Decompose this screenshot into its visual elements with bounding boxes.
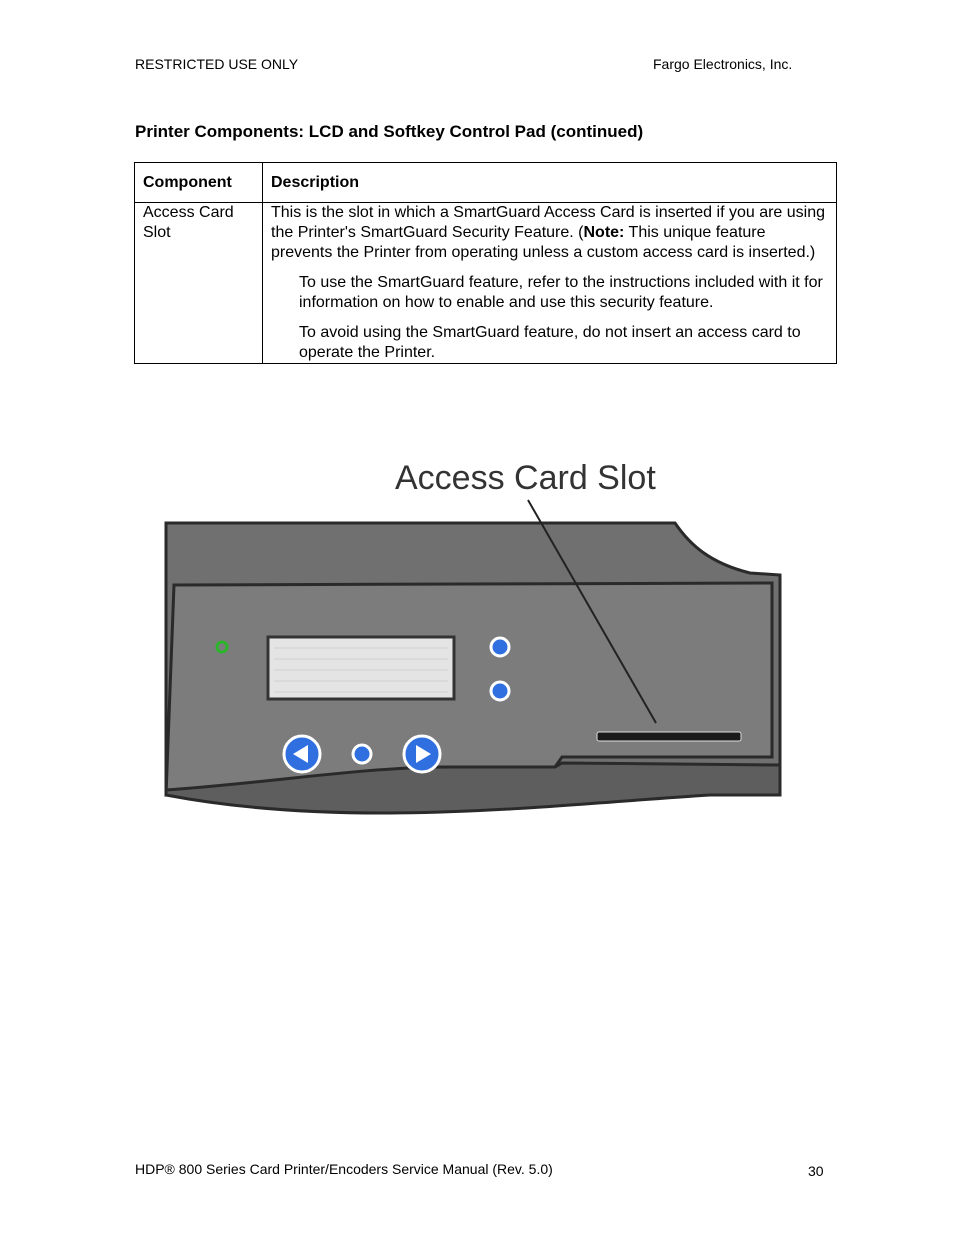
control-pad-figure <box>150 445 800 845</box>
callout-label: Access Card Slot <box>395 459 656 497</box>
select-button[interactable] <box>353 745 371 763</box>
section-title: Printer Components: LCD and Softkey Control Pad (continued) <box>135 122 644 141</box>
description-cell <box>263 203 837 364</box>
header-restricted: RESTRICTED USE ONLY <box>135 56 299 72</box>
components-table <box>134 162 837 364</box>
page-number: 30 <box>808 1163 824 1179</box>
column-header-component: Component <box>135 163 263 203</box>
description-text <box>271 203 828 263</box>
column-header-description: Description <box>263 163 837 203</box>
note-label: Note: <box>583 224 625 241</box>
footer-manual-title: HDP® 800 Series Card Printer/Encoders Service Manual (Rev. 5.0) <box>135 1161 553 1177</box>
description-part-1: This is the slot in which a SmartGuard Access Card is inserted if you are using the Printer's SmartGuard Security Feature. ( <box>271 204 826 241</box>
header-company: Fargo Electronics, Inc. <box>653 56 793 72</box>
lcd-display <box>268 637 454 699</box>
table-header-row <box>135 163 837 203</box>
component-cell: Access Card Slot <box>135 203 263 364</box>
bullet-avoid-feature: To avoid using the SmartGuard feature, do not insert an access card to operate the Printer. <box>299 324 801 361</box>
access-card-slot[interactable] <box>597 732 741 741</box>
softkey-upper-button[interactable] <box>491 638 509 656</box>
control-pad-illustration <box>150 445 800 845</box>
status-led-icon <box>217 642 227 652</box>
description-part-2: This unique feature prevents the Printer from operating unless a custom access card is inserted.) <box>271 224 816 261</box>
softkey-lower-button[interactable] <box>491 682 509 700</box>
table-row <box>135 203 837 364</box>
bullet-use-feature: To use the SmartGuard feature, refer to the instructions included with it for information on how to enable and use this security feature. <box>299 274 823 311</box>
